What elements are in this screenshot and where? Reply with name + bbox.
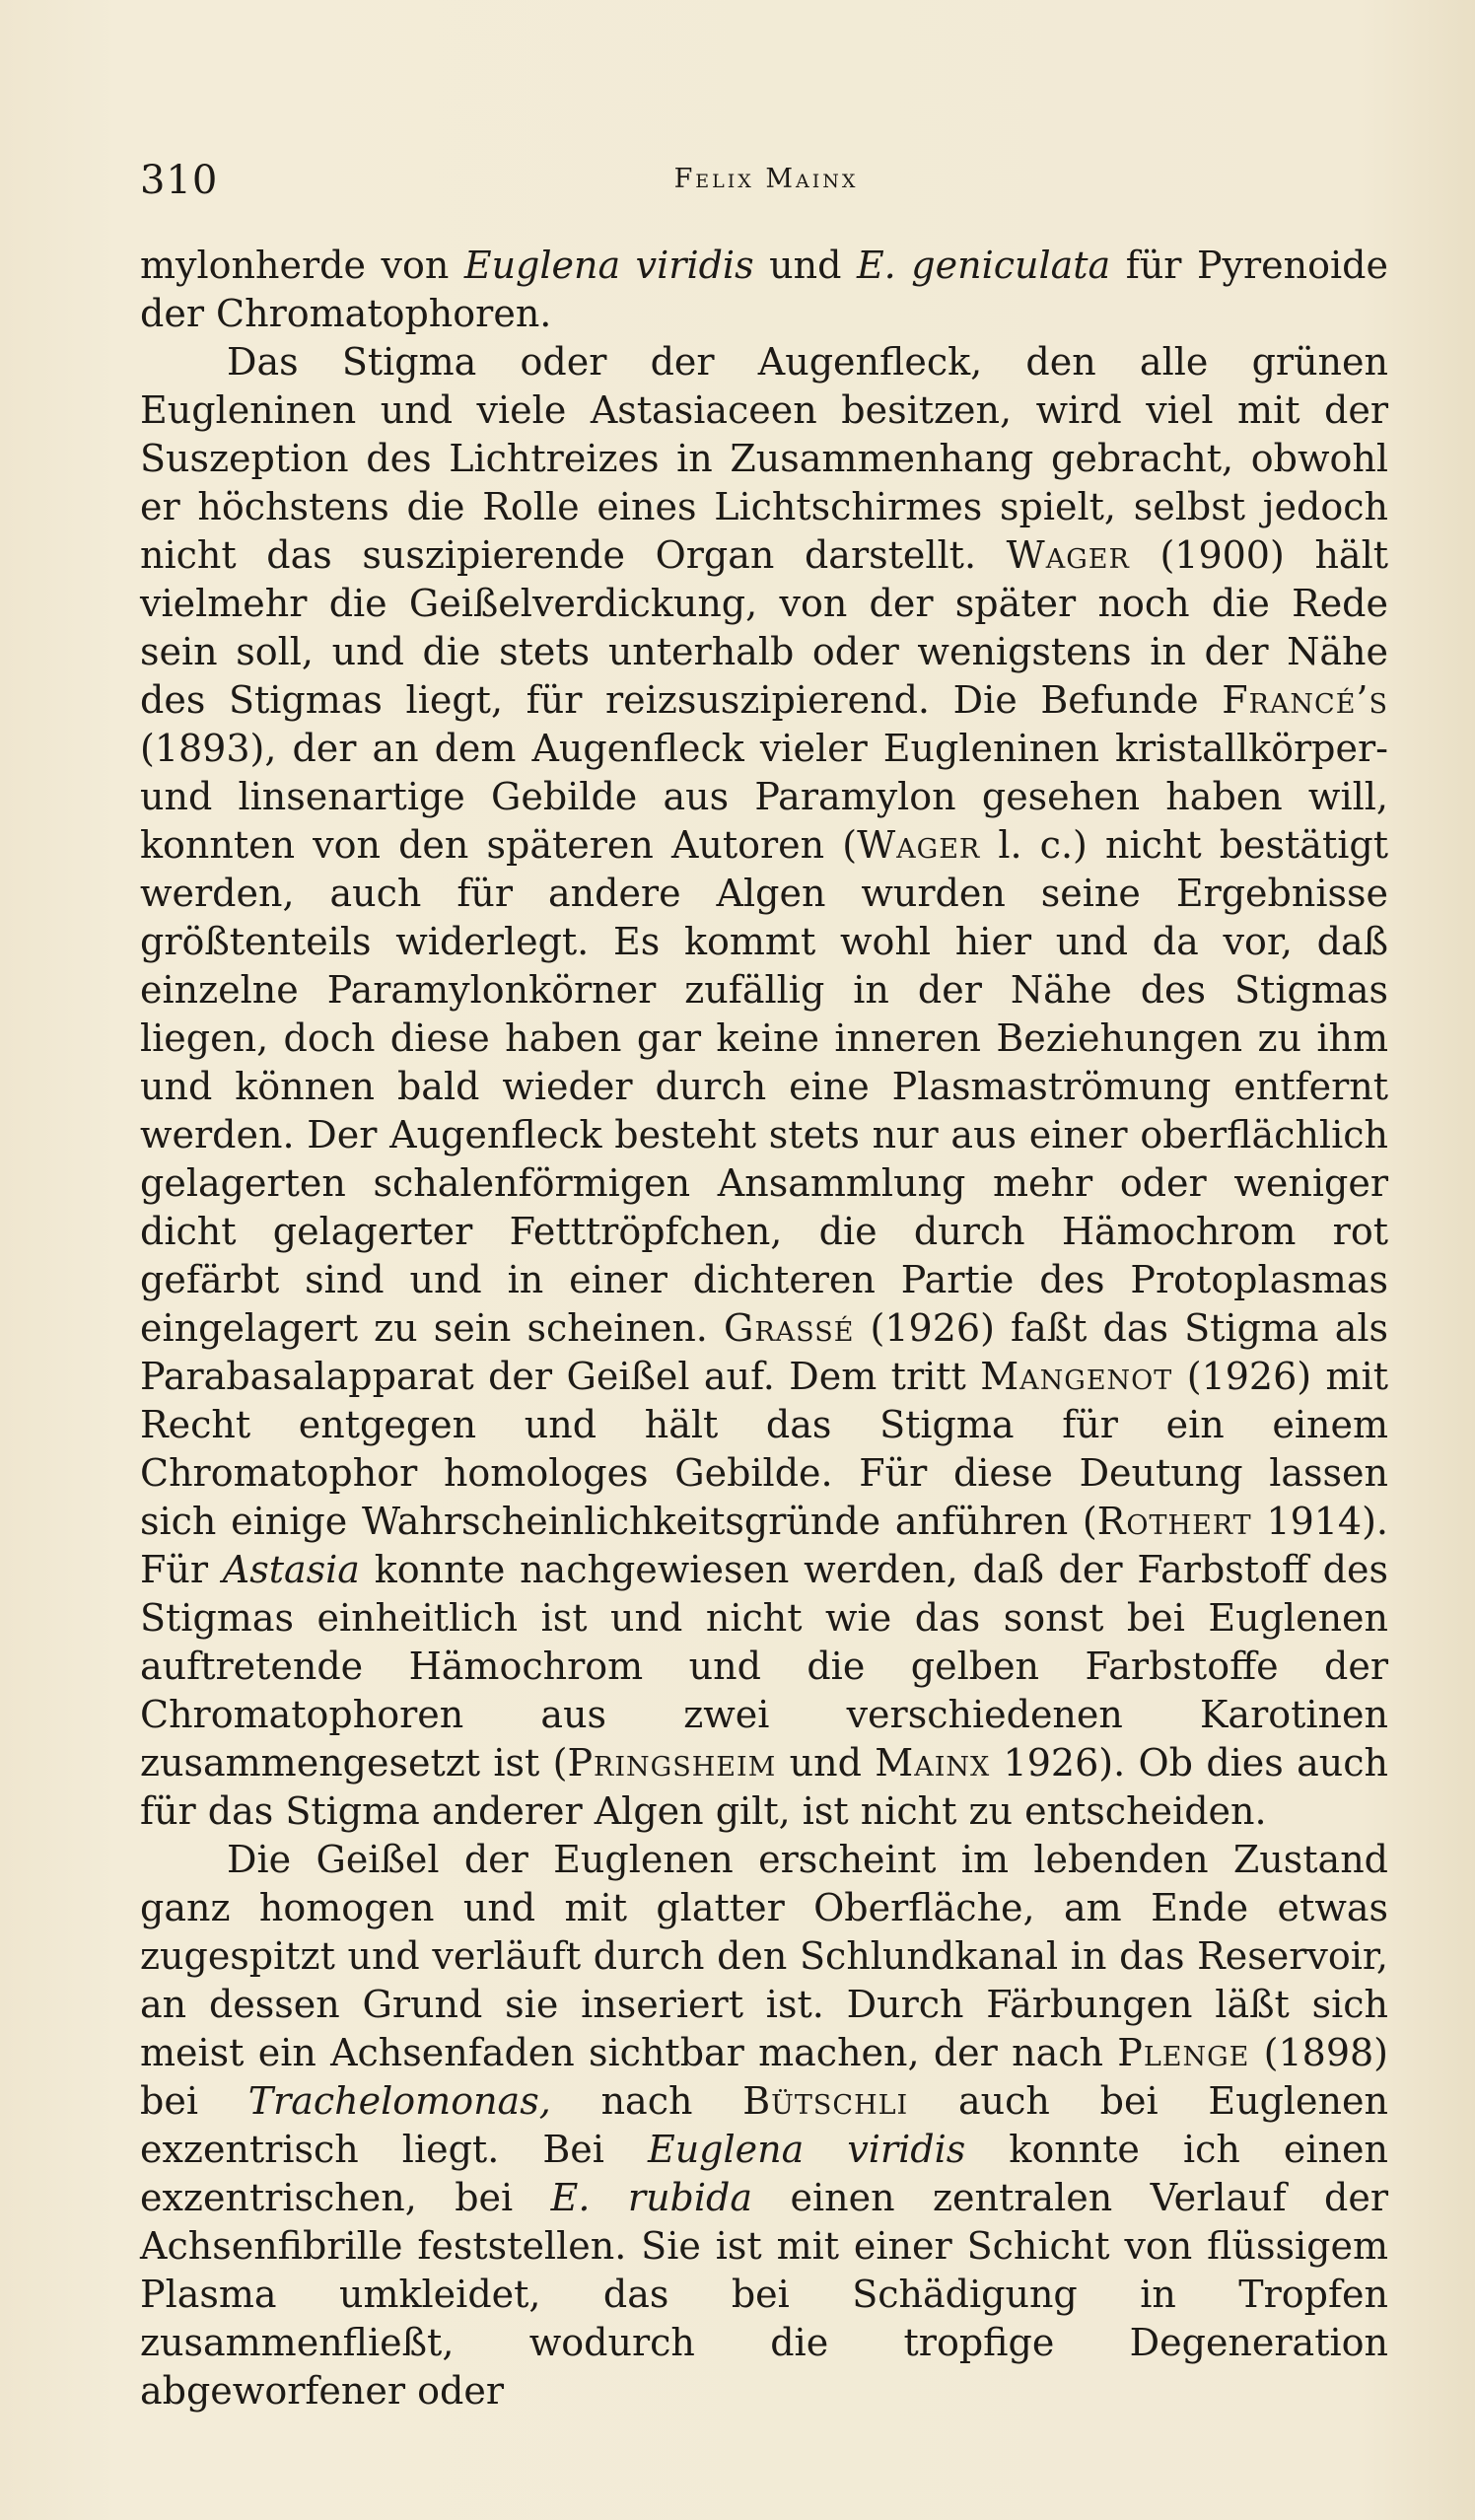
taxon-name: Trachelomonas, bbox=[247, 2079, 551, 2123]
text-run: Die Geißel der Euglenen erscheint im lebenden Zustand ganz homogen und mit glatter Oberfläche, am Ende etwas zugespitzt und verläuft durch den Schlundkanal in das Reservoir, an dessen Grund sie inseriert ist. Durch Färbungen läßt sich meist ein Achsenfaden sichtbar machen, der nach bbox=[140, 1838, 1388, 2074]
text-run: mylonherde von bbox=[140, 244, 464, 287]
paragraph-1 bbox=[140, 242, 1388, 338]
author-citation: Mainx bbox=[875, 1741, 991, 1785]
taxon-name: Euglena viridis bbox=[463, 244, 754, 287]
author-citation: Mangenot bbox=[980, 1355, 1173, 1398]
text-run: und bbox=[753, 244, 857, 287]
text-run: konnte nachgewiesen werden, daß der Farbstoff des Stigmas einheitlich ist und nicht wie das sonst bei Euglenen auftretende Hämochrom und die gelben Farbstoffe der Chromatophoren aus zwei verschiedenen Karotinen zusammengesetzt ist ( bbox=[140, 1548, 1388, 1785]
paragraph-3 bbox=[140, 1836, 1388, 2415]
paragraph-2 bbox=[140, 338, 1388, 1836]
text-run: nach bbox=[550, 2079, 743, 2123]
author-citation: Wager bbox=[1006, 533, 1130, 577]
text-run: l. c.) nicht bestätigt werden, auch für andere Algen wurden seine Ergebnisse größtenteils widerlegt. Es kommt wohl hier und da vor, daß einzelne Paramylonkörner zufällig in der Nähe des Stigmas liegen, doch diese haben gar keine inneren Beziehungen zu ihm und können bald wieder durch eine Plasmaströmung entfernt werden. Der Augenfleck besteht stets nur aus einer oberflächlich gelagerten schalenförmigen Ansammlung mehr oder weniger dicht gelagerter Fetttröpfchen, die durch Hämochrom rot gefärbt sind und in einer dichteren Partie des Protoplasmas eingelagert zu sein scheinen. bbox=[140, 823, 1388, 1350]
text-run: 1926). Ob dies auch für das Stigma anderer Algen gilt, ist nicht zu entscheiden. bbox=[140, 1741, 1389, 1833]
author-citation: Wager bbox=[857, 823, 981, 867]
text-run: (1893), der an dem Augenfleck vieler Eugleninen kristallkörper- und linsenartige Gebilde aus Paramylon gesehen haben will, konnten von den späteren Autoren ( bbox=[140, 727, 1388, 867]
author-citation: Rothert bbox=[1096, 1500, 1252, 1543]
text-run: einen zentralen Verlauf der Achsenfibrille feststellen. Sie ist mit einer Schicht von flüssigem Plasma umkleidet, das bei Schädigung in Tropfen zusammenfließt, wodurch die tropfige Degeneration abgeworfener oder bbox=[140, 2176, 1389, 2413]
author-citation: Bütschli bbox=[742, 2079, 909, 2123]
text-run: und bbox=[776, 1741, 876, 1785]
author-citation: Grassé bbox=[724, 1306, 855, 1350]
taxon-name: E. rubida bbox=[550, 2176, 753, 2219]
taxon-name: Euglena viridis bbox=[647, 2128, 966, 2171]
text-run: auch bei Euglenen exzentrisch liegt. Bei bbox=[140, 2079, 1388, 2171]
text-run: 1914). Für bbox=[140, 1500, 1388, 1591]
page-number: 310 bbox=[140, 158, 219, 203]
running-head: Felix Mainx bbox=[673, 164, 859, 194]
text-run: für Pyrenoide der Chromatophoren. bbox=[140, 244, 1388, 335]
author-citation: Francé’s bbox=[1222, 678, 1388, 722]
text-run: (1900) hält vielmehr die Geißelverdickung, von der später noch die Rede sein soll, und die stets unterhalb oder wenigstens in der Nähe des Stigmas liegt, für reizsuszipierend. Die Befunde bbox=[140, 533, 1388, 722]
text-run: (1926) mit Recht entgegen und hält das Stigma für ein einem Chromatophor homologes Gebilde. Für diese Deutung lassen sich einige Wahrscheinlichkeitsgründe anführen ( bbox=[140, 1355, 1388, 1543]
text-run: (1926) faßt das Stigma als Parabasalapparat der Geißel auf. Dem tritt bbox=[140, 1306, 1389, 1398]
text-run: (1898) bei bbox=[140, 2031, 1388, 2123]
author-citation: Plenge bbox=[1117, 2031, 1250, 2074]
page-header bbox=[140, 158, 1392, 217]
text-run: konnte ich einen exzentrischen, bei bbox=[140, 2128, 1388, 2219]
taxon-name: E. geniculata bbox=[856, 244, 1111, 287]
taxon-name: Astasia bbox=[222, 1548, 360, 1591]
body-text bbox=[140, 242, 1388, 2415]
author-citation: Pringsheim bbox=[567, 1741, 777, 1785]
text-run: Das Stigma oder der Augenfleck, den alle grünen Eugleninen und viele Astasiaceen besitzen, wird viel mit der Suszeption des Lichtreizes in Zusammenhang gebracht, obwohl er höchstens die Rolle eines Lichtschirmes spielt, selbst jedoch nicht das suszipierende Organ darstellt. bbox=[140, 340, 1388, 577]
